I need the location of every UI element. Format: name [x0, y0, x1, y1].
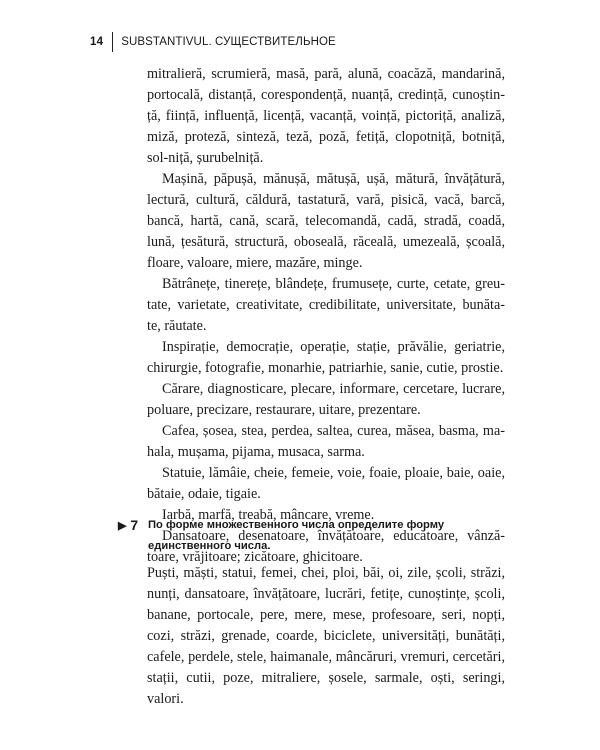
paragraph: Statuie, lămâie, cheie, femeie, voie, foaie, ploaie, baie, oaie, bătaie, odaie, tigaie.	[147, 465, 505, 502]
word-list-body	[147, 64, 505, 568]
paragraph: Cărare, diagnosticare, plecare, informare, cercetare, lucrare, poluare, precizare, restaurare, uitare, prezentare.	[147, 381, 505, 418]
paragraph: Iarbă, marfă, treabă, mâncare, vreme.	[162, 507, 375, 523]
paragraph: Mașină, păpușă, mănușă, mătușă, ușă, mătură, învățătură, lectură, cultură, căldură, tastatură, vară, pisică, vacă, barcă, bancă, hartă, cană, scară, telecomandă, cadă, stradă, coadă, lună, țesătură, structură, oboseală, răceală, umezeală, școală, floare, valoare, miere, mazăre, minge.	[147, 171, 505, 271]
page-header	[90, 32, 336, 52]
paragraph: mitralieră, scrumieră, masă, pară, alună, coacăză, mandarină, portocală, distanță, corespondență, nuanță, credință, cunoștin-ță, ființă, influență, licență, vacanță, voință, pictoriță, analiză, miză, proteză, sinteză, teză, poză, fetiță, clopotniță, botniță, sol-niță, șurubelniță.	[147, 66, 505, 166]
section-title: SUBSTANTIVUL. СУЩЕСТВИТЕЛЬНОЕ	[121, 36, 336, 48]
paragraph: Bătrânețe, tinerețe, blândețe, frumusețe, curte, cetate, greu-tate, varietate, creativitate, credibilitate, universitate, bunăta-te, răutate.	[147, 276, 505, 334]
paragraph: Dansatoare, desenatoare, învățătoare, educătoare, vânză-toare, vrăjitoare; zicătoare, ghicitoare.	[147, 528, 505, 565]
exercise-marker	[118, 517, 148, 557]
exercise-word-list: Puști, măști, statui, femei, chei, ploi, băi, oi, zile, școli, străzi, nunți, dansatoare, învățătoare, lucrări, fetițe, cunoștințe, școli, banane, portocale, pere, mere, mese, profesoare, seri, nopți, cozi, străzi, grenade, coarde, biciclete, universități, bunătăți, cafele, perdele, stele, haimanale, mâncăruri, vremuri, cercetări, stații, cutii, poze, mitraliere, șosele, sarmale, oști, seringi, valori.	[147, 565, 505, 707]
paragraph: Cafea, șosea, stea, perdea, saltea, curea, măsea, basma, ma-hala, mușama, pijama, musaca, sarma.	[147, 423, 505, 460]
exercise-instruction: По форме множественного числа определите форму единственного числа.	[148, 519, 445, 552]
paragraph: Inspirație, democrație, operație, stație, prăvălie, geriatrie, chirurgie, fotografie, monarhie, patriarhie, sanie, cutie, prostie.	[147, 339, 505, 376]
header-divider	[112, 32, 113, 52]
exercise-number: 7	[130, 517, 139, 533]
page-number: 14	[90, 36, 104, 48]
play-triangle-icon: ▶	[118, 520, 127, 532]
exercise-7	[118, 517, 508, 557]
